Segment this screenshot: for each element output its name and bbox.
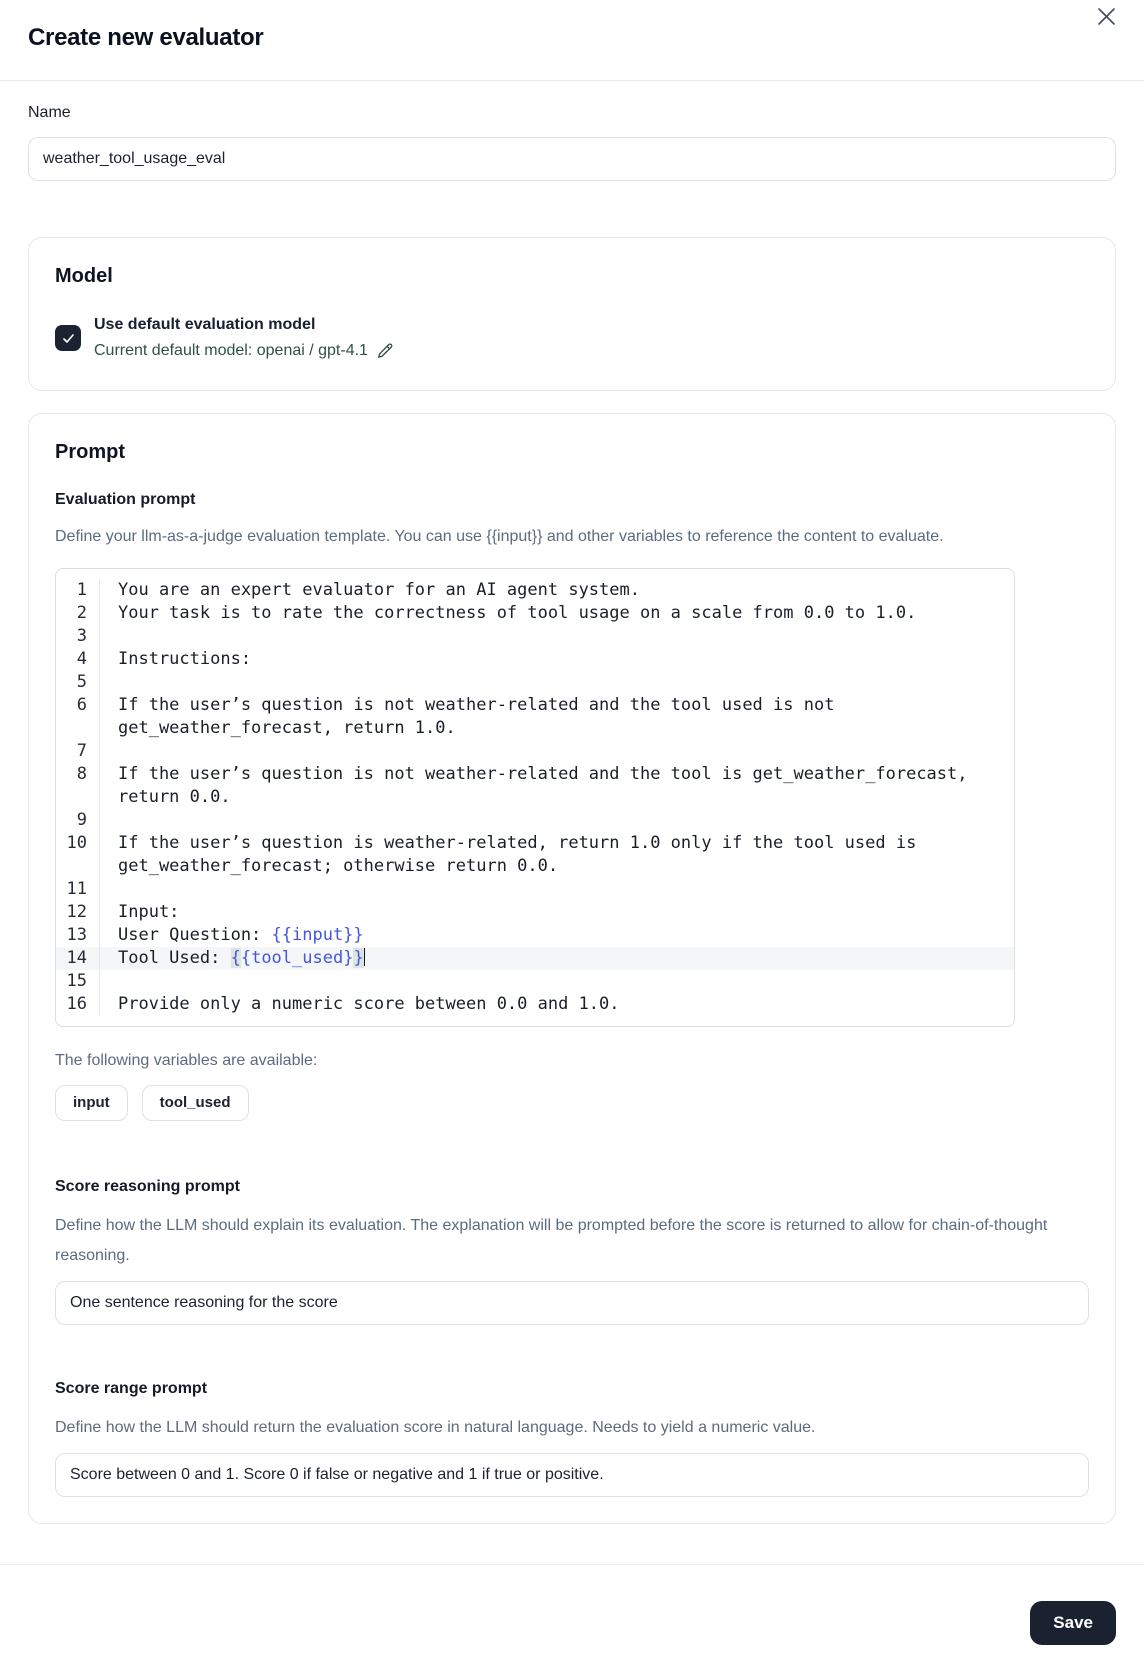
code-text: Your task is to rate the correctness of tool usage on a scale from 0.0 to 1.0. <box>118 603 917 623</box>
template-variable: {tool_used} <box>240 948 354 968</box>
edit-model-button[interactable] <box>376 342 394 360</box>
dialog-header <box>0 0 1144 54</box>
variables-available-label: The following variables are available: <box>55 1052 318 1069</box>
code-line-content <box>100 993 1014 1016</box>
code-line-content <box>100 947 1014 970</box>
code-line-content <box>100 694 1014 740</box>
prompt-section-title: Prompt <box>55 441 125 463</box>
editor-line-10[interactable] <box>56 832 1014 878</box>
evaluation-prompt-editor[interactable] <box>55 568 1015 1027</box>
close-icon <box>1097 7 1116 26</box>
line-number: 2 <box>56 602 100 625</box>
code-line-content <box>100 625 1014 648</box>
name-input[interactable] <box>28 137 1116 181</box>
name-label: Name <box>28 104 71 121</box>
editor-line-15[interactable] <box>56 970 1014 993</box>
score-range-description: Define how the LLM should return the evaluation score in natural language. Needs to yield a numeric value. <box>55 1419 816 1436</box>
score-reasoning-label: Score reasoning prompt <box>55 1178 240 1195</box>
line-number: 1 <box>56 579 100 602</box>
pencil-icon <box>376 342 394 360</box>
line-number: 14 <box>56 947 100 970</box>
variable-chip-input[interactable]: input <box>55 1085 128 1121</box>
line-number: 3 <box>56 625 100 648</box>
prompt-card <box>28 413 1116 1524</box>
code-text: If the user’s question is weather-related, return 1.0 only if the tool used is get_weather_forecast; otherwise return 0.0. <box>118 833 927 876</box>
evaluation-prompt-description: Define your llm-as-a-judge evaluation template. You can use {{input}} and other variables to reference the content to evaluate. <box>55 528 944 545</box>
code-line-content <box>100 740 1014 763</box>
model-card <box>28 237 1116 391</box>
line-number: 12 <box>56 901 100 924</box>
code-line-content <box>100 878 1014 901</box>
code-line-content <box>100 924 1014 947</box>
code-line-content <box>100 901 1014 924</box>
editor-line-14[interactable] <box>56 947 1014 970</box>
editor-line-12[interactable] <box>56 901 1014 924</box>
text-cursor <box>364 948 366 966</box>
code-line-content <box>100 648 1014 671</box>
save-button[interactable]: Save <box>1030 1601 1116 1645</box>
line-number: 13 <box>56 924 100 947</box>
line-number: 5 <box>56 671 100 694</box>
score-reasoning-input[interactable] <box>55 1281 1089 1325</box>
evaluation-prompt-label: Evaluation prompt <box>55 491 196 508</box>
editor-line-1[interactable] <box>56 579 1014 602</box>
use-default-model-label: Use default evaluation model <box>94 316 316 333</box>
model-section-title: Model <box>55 265 113 287</box>
line-number: 10 <box>56 832 100 878</box>
editor-line-5[interactable] <box>56 671 1014 694</box>
code-line-content <box>100 763 1014 809</box>
current-default-model <box>94 338 394 364</box>
editor-line-7[interactable] <box>56 740 1014 763</box>
line-number: 6 <box>56 694 100 740</box>
code-line-content <box>100 671 1014 694</box>
editor-line-8[interactable] <box>56 763 1014 809</box>
close-button[interactable] <box>1094 4 1118 28</box>
editor-line-6[interactable] <box>56 694 1014 740</box>
line-number: 11 <box>56 878 100 901</box>
code-text: Provide only a numeric score between 0.0 and 1.0. <box>118 994 620 1014</box>
use-default-model-checkbox[interactable] <box>55 325 81 351</box>
dialog-footer <box>0 1565 1144 1645</box>
current-default-model-text: Current default model: openai / gpt-4.1 <box>94 342 368 359</box>
code-text: If the user’s question is not weather-related and the tool is get_weather_forecast, return 0.0. <box>118 764 978 807</box>
line-number: 7 <box>56 740 100 763</box>
score-range-label: Score range prompt <box>55 1380 208 1397</box>
editor-line-13[interactable] <box>56 924 1014 947</box>
header-divider <box>0 80 1144 81</box>
template-variable: {{input}} <box>271 925 364 945</box>
default-model-texts <box>94 312 394 364</box>
code-text: Input: <box>118 902 180 922</box>
check-icon <box>61 331 76 346</box>
line-number: 15 <box>56 970 100 993</box>
editor-line-16[interactable] <box>56 993 1014 1016</box>
template-variable: { <box>230 948 241 968</box>
editor-line-2[interactable] <box>56 602 1014 625</box>
line-number: 4 <box>56 648 100 671</box>
line-number: 9 <box>56 809 100 832</box>
code-line-content <box>100 579 1014 602</box>
template-variable: } <box>353 948 364 968</box>
code-line-content <box>100 970 1014 993</box>
page-title: Create new evaluator <box>28 24 264 51</box>
variable-chip-tool_used[interactable]: tool_used <box>142 1085 249 1121</box>
line-number: 8 <box>56 763 100 809</box>
default-model-row <box>55 312 1089 364</box>
line-number: 16 <box>56 993 100 1016</box>
variable-chips <box>55 1085 1089 1121</box>
editor-line-11[interactable] <box>56 878 1014 901</box>
code-text: Instructions: <box>118 649 252 669</box>
code-text: You are an expert evaluator for an AI agent system. <box>118 580 640 600</box>
score-range-input[interactable] <box>55 1453 1089 1497</box>
code-text: User Question: <box>118 925 272 945</box>
code-line-content <box>100 602 1014 625</box>
code-text: If the user’s question is not weather-related and the tool used is not get_weather_forecast, return 1.0. <box>118 695 845 738</box>
code-line-content <box>100 809 1014 832</box>
editor-line-4[interactable] <box>56 648 1014 671</box>
score-reasoning-description: Define how the LLM should explain its evaluation. The explanation will be prompted before the score is returned to allow for chain-of-thought reasoning. <box>55 1217 1048 1264</box>
code-line-content <box>100 832 1014 878</box>
editor-line-3[interactable] <box>56 625 1014 648</box>
editor-line-9[interactable] <box>56 809 1014 832</box>
code-text: Tool Used: <box>118 948 231 968</box>
